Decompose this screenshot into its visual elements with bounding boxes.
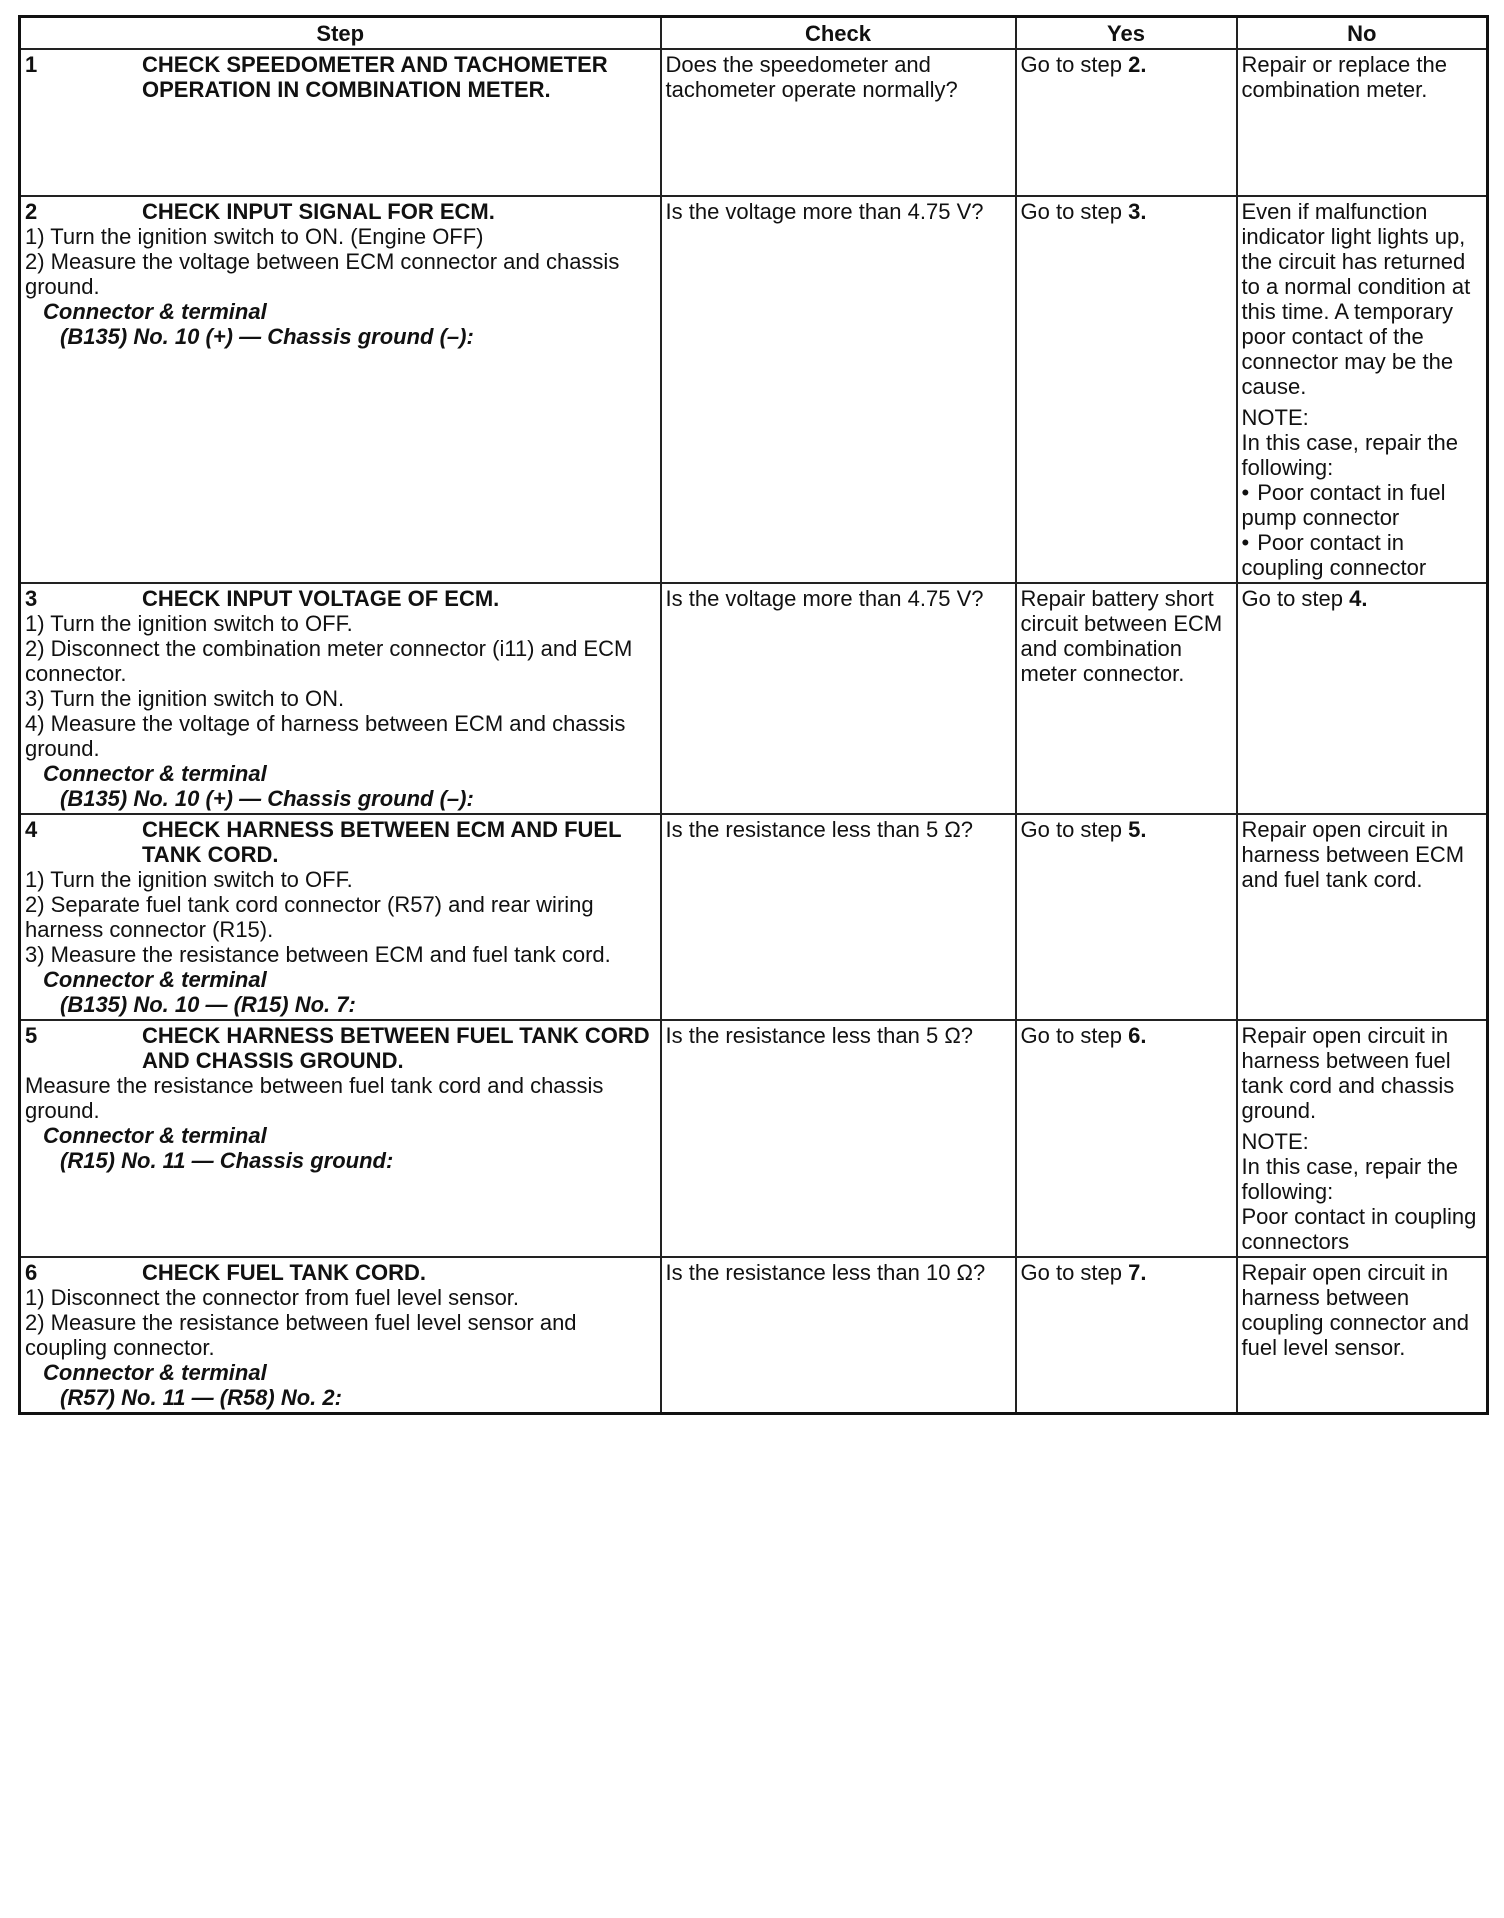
instruction-line: 1) Disconnect the connector from fuel level sensor. xyxy=(25,1285,520,1310)
step-number: 6 xyxy=(25,1260,38,1285)
yes-text: Go to step xyxy=(1020,199,1129,224)
instruction-line: 1) Turn the ignition switch to OFF. xyxy=(25,611,353,636)
instruction-line: 2) Measure the resistance between fuel level sensor and coupling connector. xyxy=(25,1310,577,1360)
note-item: • Poor contact in coupling connector xyxy=(1242,530,1483,580)
no-cell: Repair or replace the combination meter. xyxy=(1237,49,1488,196)
table-header-row xyxy=(20,17,1488,50)
table-row xyxy=(20,49,1488,196)
yes-cell xyxy=(1016,814,1237,1020)
check-cell: Is the resistance less than 5 Ω? xyxy=(661,814,1016,1020)
instruction-line: 4) Measure the voltage of harness between ECM and chassis ground. xyxy=(25,711,626,761)
note-item: • Poor contact in fuel pump connector xyxy=(1242,480,1483,530)
no-cell xyxy=(1237,1020,1488,1257)
step-cell xyxy=(20,583,661,814)
step-cell xyxy=(20,49,661,196)
step-number: 5 xyxy=(25,1023,38,1048)
note-intro: In this case, repair the following: xyxy=(1241,1154,1458,1204)
yes-cell xyxy=(1016,1257,1237,1414)
no-text: Go to step xyxy=(1241,586,1350,611)
instruction-line: Measure the resistance between fuel tank cord and chassis ground. xyxy=(25,1073,604,1123)
diagnostic-procedure-table xyxy=(18,15,1489,1415)
connector-terminal-label: Connector & terminal xyxy=(43,1123,267,1148)
no-cell: Repair open circuit in harness between ECM and fuel tank cord. xyxy=(1237,814,1488,1020)
instruction-line: 3) Turn the ignition switch to ON. xyxy=(25,686,345,711)
table-row xyxy=(20,196,1488,583)
step-cell xyxy=(20,1257,661,1414)
connector-terminal-value: (B135) No. 10 — (R15) No. 7: xyxy=(60,992,356,1017)
connector-terminal-label: Connector & terminal xyxy=(43,761,267,786)
connector-terminal-label: Connector & terminal xyxy=(43,299,267,324)
step-title: CHECK FUEL TANK CORD. xyxy=(142,1260,426,1285)
table-row xyxy=(20,1020,1488,1257)
step-number: 1 xyxy=(25,52,38,77)
check-cell: Is the resistance less than 5 Ω? xyxy=(661,1020,1016,1257)
yes-step-ref: 3. xyxy=(1128,199,1147,224)
yes-step-ref: 6. xyxy=(1128,1023,1147,1048)
connector-terminal-value: (R15) No. 11 — Chassis ground: xyxy=(60,1148,394,1173)
header-no: No xyxy=(1237,17,1488,50)
instruction-line: 1) Turn the ignition switch to OFF. xyxy=(25,867,353,892)
step-cell xyxy=(20,196,661,583)
no-main-text: Repair open circuit in harness between fuel tank cord and chassis ground. xyxy=(1241,1023,1455,1123)
yes-step-ref: 7. xyxy=(1128,1260,1147,1285)
connector-terminal-value: (R57) No. 11 — (R58) No. 2: xyxy=(60,1385,342,1410)
yes-cell xyxy=(1016,1020,1237,1257)
instruction-line: 3) Measure the resistance between ECM and fuel tank cord. xyxy=(25,942,611,967)
no-main-text: Even if malfunction indicator light lights up, the circuit has returned to a normal condition at this time. A temporary poor contact of the connector may be the cause. xyxy=(1241,199,1471,399)
yes-text: Go to step xyxy=(1020,817,1129,842)
check-cell: Is the voltage more than 4.75 V? xyxy=(661,196,1016,583)
step-title: CHECK INPUT SIGNAL FOR ECM. xyxy=(142,199,495,224)
instruction-line: 2) Disconnect the combination meter connector (i11) and ECM connector. xyxy=(25,636,633,686)
yes-text: Go to step xyxy=(1020,1260,1129,1285)
step-cell xyxy=(20,814,661,1020)
note-label: NOTE: xyxy=(1241,405,1309,430)
procedure-table-container xyxy=(18,15,1486,1415)
step-title: CHECK INPUT VOLTAGE OF ECM. xyxy=(142,586,500,611)
check-cell: Is the voltage more than 4.75 V? xyxy=(661,583,1016,814)
no-cell xyxy=(1237,583,1488,814)
step-number: 4 xyxy=(25,817,38,842)
table-row xyxy=(20,1257,1488,1414)
no-step-ref: 4. xyxy=(1349,586,1368,611)
yes-cell xyxy=(1016,49,1237,196)
no-cell: Repair open circuit in harness between coupling connector and fuel level sensor. xyxy=(1237,1257,1488,1414)
step-number: 2 xyxy=(25,199,38,224)
check-cell: Does the speedometer and tachometer operate normally? xyxy=(661,49,1016,196)
table-row xyxy=(20,814,1488,1020)
connector-terminal-value: (B135) No. 10 (+) — Chassis ground (–): xyxy=(60,786,474,811)
yes-step-ref: 2. xyxy=(1128,52,1147,77)
step-number: 3 xyxy=(25,586,38,611)
no-cell xyxy=(1237,196,1488,583)
header-check: Check xyxy=(661,17,1016,50)
connector-terminal-label: Connector & terminal xyxy=(43,1360,267,1385)
note-label: NOTE: xyxy=(1241,1129,1309,1154)
yes-text: Go to step xyxy=(1020,52,1129,77)
note-intro: In this case, repair the following: xyxy=(1241,430,1458,480)
yes-cell xyxy=(1016,196,1237,583)
header-step: Step xyxy=(20,17,661,50)
connector-terminal-value: (B135) No. 10 (+) — Chassis ground (–): xyxy=(60,324,474,349)
instruction-line: 2) Separate fuel tank cord connector (R57) and rear wiring harness connector (R15). xyxy=(25,892,594,942)
connector-terminal-label: Connector & terminal xyxy=(43,967,267,992)
step-title: CHECK HARNESS BETWEEN FUEL TANK CORD AND CHASSIS GROUND. xyxy=(142,1023,650,1073)
step-cell xyxy=(20,1020,661,1257)
instruction-line: 2) Measure the voltage between ECM connector and chassis ground. xyxy=(25,249,620,299)
table-row xyxy=(20,583,1488,814)
check-cell: Is the resistance less than 10 Ω? xyxy=(661,1257,1016,1414)
header-yes: Yes xyxy=(1016,17,1237,50)
note-item: Poor contact in coupling connectors xyxy=(1241,1204,1477,1254)
step-title: CHECK HARNESS BETWEEN ECM AND FUEL TANK CORD. xyxy=(142,817,622,867)
yes-step-ref: 5. xyxy=(1128,817,1147,842)
yes-text: Go to step xyxy=(1020,1023,1129,1048)
yes-cell: Repair battery short circuit between ECM and combination meter connector. xyxy=(1016,583,1237,814)
step-title: CHECK SPEEDOMETER AND TACHOMETER OPERATION IN COMBINATION METER. xyxy=(142,52,608,102)
instruction-line: 1) Turn the ignition switch to ON. (Engine OFF) xyxy=(25,224,484,249)
